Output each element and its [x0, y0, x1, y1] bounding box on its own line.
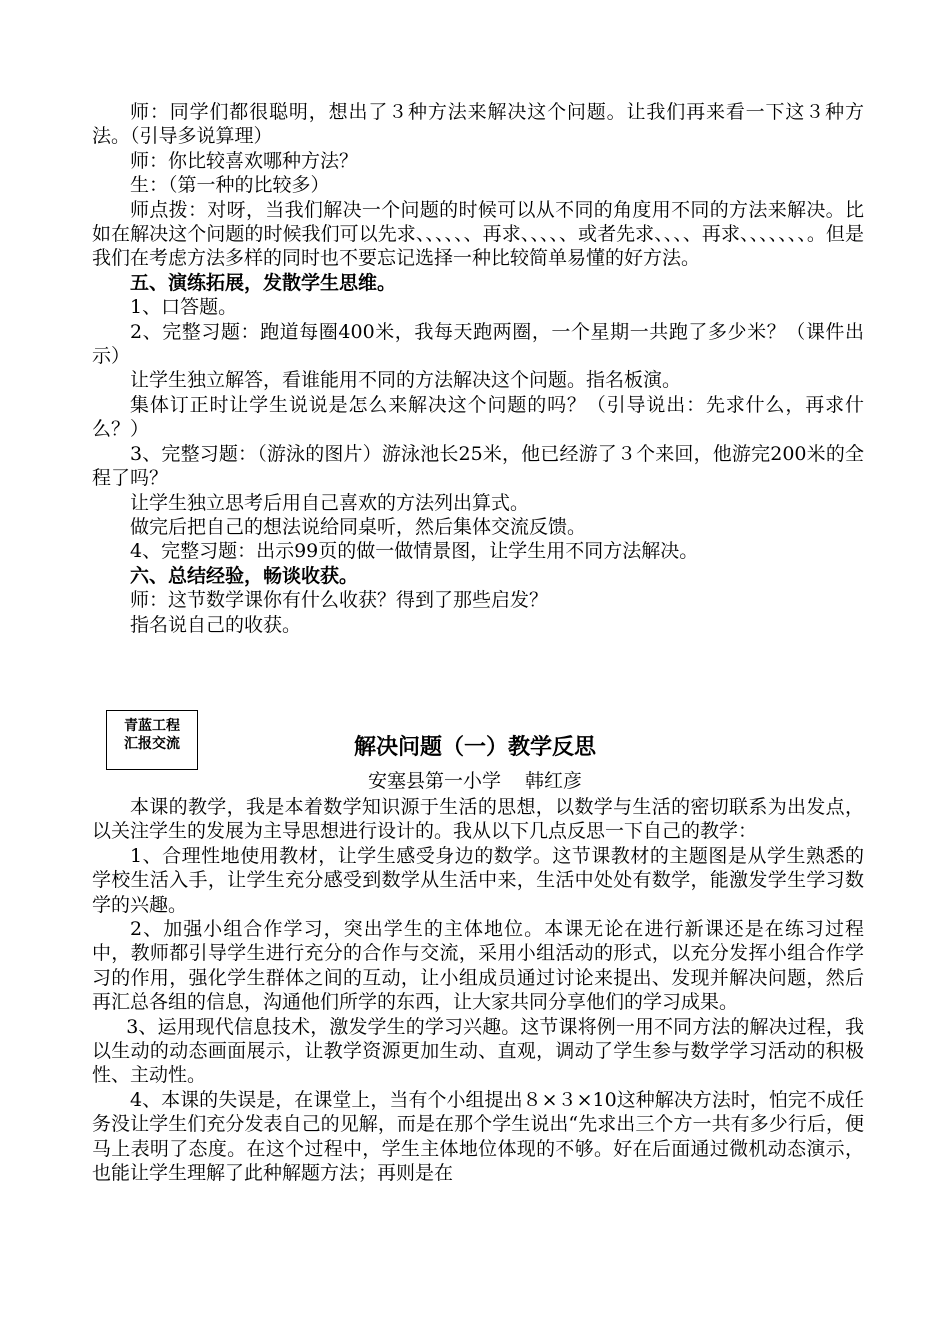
- paragraph: 师点拨：对呀，当我们解决一个问题的时候可以从不同的角度用不同的方法来解决。比如在解决这个问题的时候我们可以先求、、、、、、再求、、、、、或者先求、、、、再求、、、、、、、。但是我们在考虑方法多样的同时也不要忘记选择一种比较简单易懂的好方法。: [92, 198, 864, 270]
- lesson-steps-section: [92, 100, 864, 637]
- paragraph: 3、运用现代信息技术，激发学生的学习兴趣。这节课将例一用不同方法的解决过程，我以生动的动态画面展示，让教学资源更加生动、直观，调动了学生参与数学学习活动的积极性、主动性。: [92, 1015, 864, 1087]
- author-line: [0, 769, 950, 793]
- paragraph: 1、口答题。: [130, 296, 238, 319]
- badge-line-1: 青蓝工程: [124, 718, 180, 734]
- badge-line-2: 汇报交流: [124, 736, 180, 752]
- paragraph: 生：（第一种的比较多）: [130, 174, 330, 197]
- section-heading: 六、总结经验，畅谈收获。: [130, 564, 359, 587]
- paragraph: 做完后把自己的想法说给同桌听，然后集体交流反馈。: [130, 515, 587, 538]
- author-name: 韩红彦: [525, 770, 583, 792]
- paragraph: 指名说自己的收获。: [130, 613, 302, 636]
- paragraph: 让学生独立解答，看谁能用不同的方法解决这个问题。指名板演。: [130, 369, 682, 392]
- reflection-title: 解决问题（一）教学反思: [353, 735, 596, 760]
- paragraph: 2、加强小组合作学习，突出学生的主体地位。本课无论在进行新课还是在练习过程中，教师都引导学生进行充分的合作与交流，采用小组活动的形式，以充分发挥小组合作学习的作用，强化学生群体之间的互动，让小组成员通过讨论来提出、发现并解决问题，然后再汇总各组的信息，沟通他们所学的东西，让大家共同分享他们的学习成果。: [92, 918, 864, 1014]
- school-name: 安塞县第一小学: [367, 770, 501, 792]
- reflection-body: [92, 795, 864, 1186]
- paragraph: 1、合理性地使用教材，让学生感受身边的数学。这节课教材的主题图是从学生熟悉的学校生活入手，让学生充分感受到数学从生活中来，生活中处处有数学，能激发学生学习数学的兴趣。: [92, 844, 864, 916]
- paragraph: 4、本课的失误是，在课堂上，当有个小组提出８×３×10这种解决方法时，怕完不成任务没让学生们充分发表自己的见解，而是在那个学生说出“先求出三个方一共有多少行后，便马上表明了态度。在这个过程中，学生主体地位体现的不够。好在后面通过微机动态演示，也能让学生理解了此种解题方法；再则是在: [92, 1088, 864, 1185]
- paragraph: 集体订正时让学生说说是怎么来解决这个问题的吗？（引导说出：先求什么，再求什么？）: [92, 393, 864, 441]
- paragraph: 师：同学们都很聪明，想出了３种方法来解决这个问题。让我们再来看一下这３种方法。（引导多说算理）: [92, 101, 864, 148]
- paragraph: 3、完整习题：（游泳的图片）游泳池长25米，他已经游了３个来回，他游完200米的全程了吗？: [92, 442, 864, 490]
- section-heading: 五、演练拓展，发散学生思维。: [130, 271, 397, 294]
- paragraph: 本课的教学，我是本着数学知识源于生活的思想，以数学与生活的密切联系为出发点，以关注学生的发展为主导思想进行设计的。我从以下几点反思一下自己的教学：: [92, 796, 864, 843]
- paragraph: 让学生独立思考后用自己喜欢的方法列出算式。: [130, 491, 530, 514]
- paragraph: 师：这节数学课你有什么收获？得到了那些启发？: [130, 589, 549, 612]
- paragraph: 师：你比较喜欢哪种方法？: [130, 149, 359, 172]
- paragraph: 4、完整习题：出示99页的做一做情景图，让学生用不同方法解决。: [130, 540, 699, 563]
- paragraph: 2、完整习题：跑道每圈400米，我每天跑两圈，一个星期一共跑了多少米？（课件出示）: [92, 320, 864, 368]
